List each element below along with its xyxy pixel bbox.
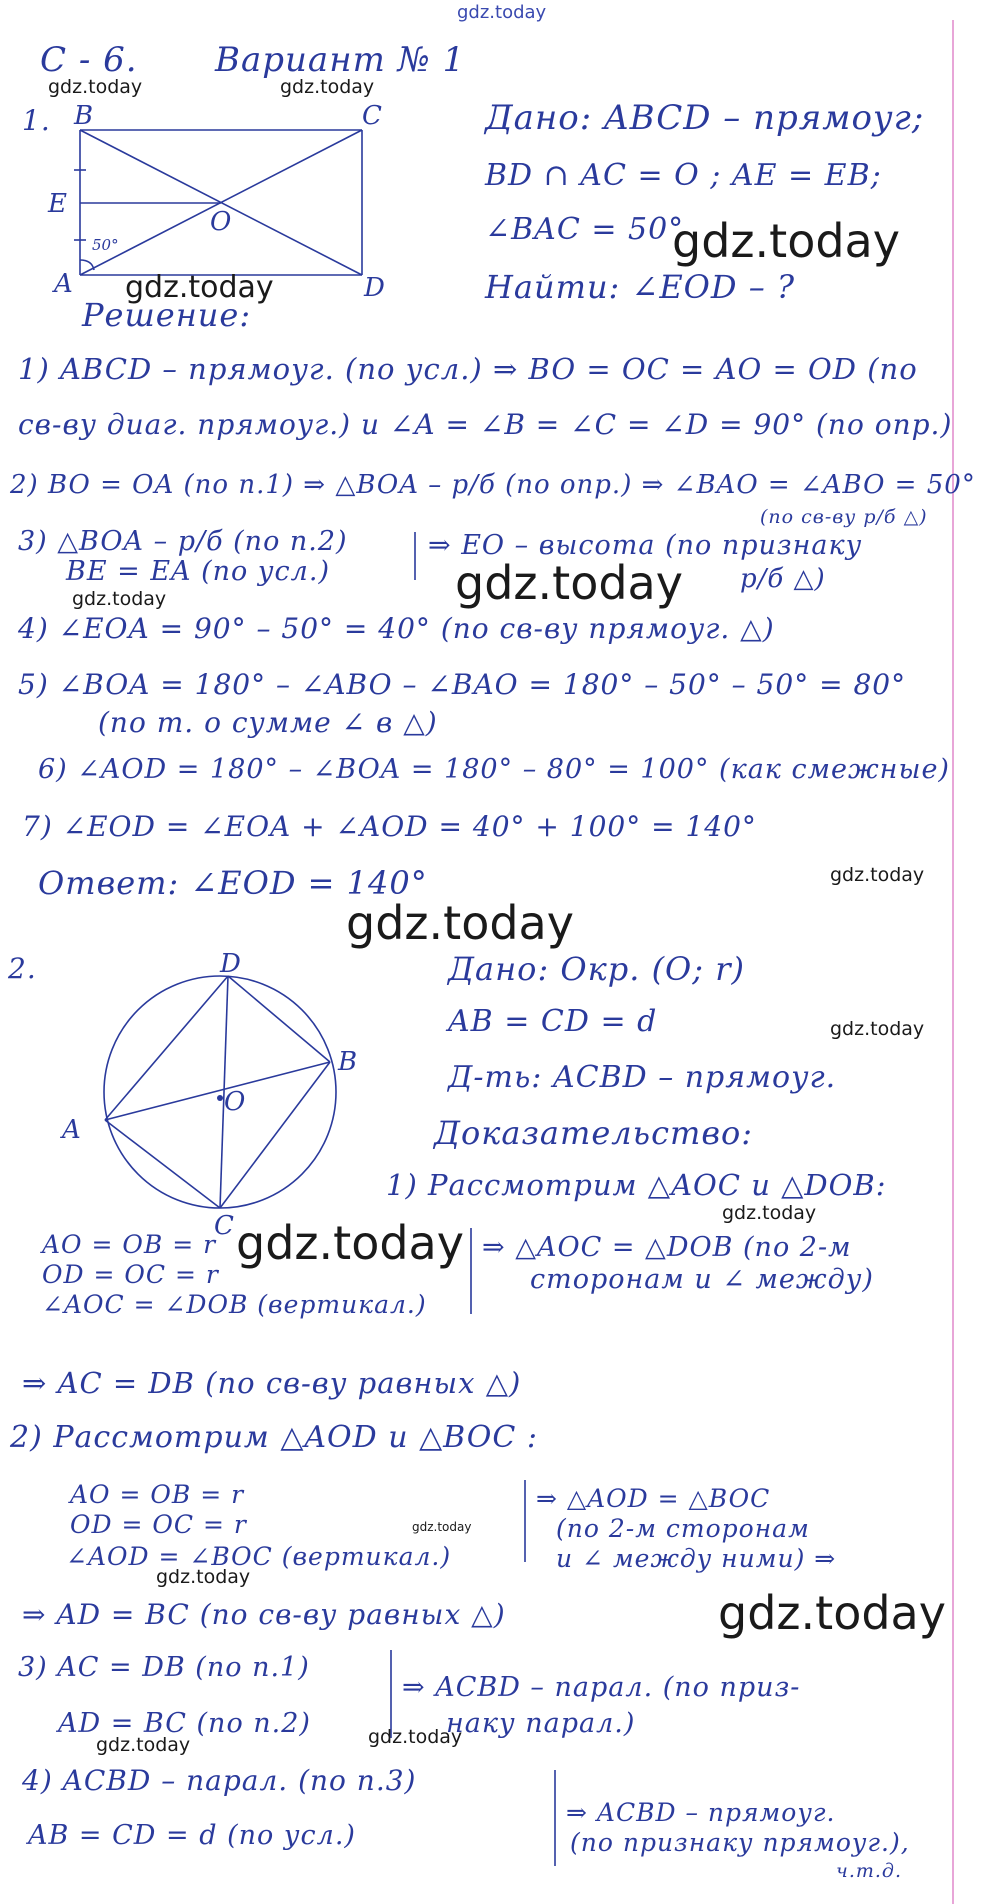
task2-number: 2. [8, 952, 37, 985]
watermark: gdz.today [412, 1520, 472, 1534]
task2-step: и ∠ между ними) ⇒ [556, 1544, 837, 1573]
task1-step: 4) ∠EOA = 90° – 50° = 40° (по св-ву прямоуг. △) [18, 612, 775, 645]
task1-step: BE = EA (по усл.) [66, 556, 330, 587]
task1-step: 7) ∠EOD = ∠EOA + ∠AOD = 40° + 100° = 140° [22, 810, 757, 843]
task1-step: р/б △) [740, 564, 826, 594]
task1-step: 2) BO = OA (по п.1) ⇒ △BOA – р/б (по опр.) ⇒ ∠BAO = ∠ABO = 50° [10, 470, 976, 500]
task2-step: OD = OC = r [42, 1260, 219, 1289]
task2-label-d: D [220, 949, 241, 979]
task2-step: ⇒ AC = DB (по св-ву равных △) [22, 1366, 522, 1400]
task2-step: ∠AOD = ∠BOC (вертикал.) [66, 1542, 452, 1571]
brace-line [552, 1770, 558, 1866]
task2-step: (по признаку прямоуг.), [570, 1828, 910, 1857]
task1-given-3: ∠BAC = 50° [485, 212, 685, 247]
task2-prove: Д-ть: ACBD – прямоуг. [448, 1060, 837, 1095]
task2-step: ⇒ AD = BC (по св-ву равных △) [22, 1598, 506, 1631]
watermark: gdz.today [125, 270, 274, 305]
watermark: gdz.today [722, 1202, 817, 1224]
task2-label-c: C [214, 1211, 234, 1241]
brace-line [522, 1480, 528, 1562]
task1-answer: Ответ: ∠EOD = 140° [38, 864, 428, 902]
task1-label-c: C [362, 101, 382, 131]
task2-step: (по 2-м сторонам [556, 1514, 810, 1543]
task1-label-o: O [210, 207, 232, 237]
task2-label-a: A [62, 1115, 81, 1145]
task1-number: 1. [22, 104, 51, 137]
watermark: gdz.today [346, 896, 574, 950]
task2-step: наку парал.) [446, 1708, 636, 1739]
watermark: gdz.today [236, 1216, 464, 1270]
brace-line [468, 1228, 474, 1314]
task1-step: 5) ∠BOA = 180° – ∠ABO – ∠BAO = 180° – 50° – 50° = 80° [18, 668, 907, 701]
task2-circle-figure [50, 948, 370, 1241]
task2-step: AB = CD = d (по усл.) [28, 1820, 356, 1851]
task1-step: 6) ∠AOD = 180° – ∠BOA = 180° – 80° = 100° (как смежные) [38, 754, 950, 785]
task2-step: OD = OC = r [70, 1510, 247, 1539]
task2-label-o: O [224, 1087, 246, 1117]
task1-step: (по т. о сумме ∠ в △) [98, 706, 438, 739]
margin-line [952, 20, 954, 1904]
task2-step: 4) ACBD – парал. (по п.3) [22, 1764, 417, 1797]
watermark: gdz.today [156, 1566, 251, 1588]
watermark: gdz.today [96, 1734, 191, 1756]
task2-step: ч.т.д. [836, 1860, 902, 1882]
task1-label-a: A [54, 269, 73, 299]
task1-step: (по св-ву р/б △) [760, 506, 928, 528]
task2-step: 3) AC = DB (по п.1) [18, 1652, 310, 1683]
task1-label-d: D [364, 273, 385, 303]
task2-step: AD = BC (по п.2) [58, 1708, 311, 1739]
task1-label-b: B [74, 101, 94, 131]
task2-given-2: AB = CD = d [448, 1004, 658, 1039]
task1-given-1: Дано: ABCD – прямоуг; [485, 98, 925, 138]
task2-label-b: B [338, 1047, 358, 1077]
watermark: gdz.today [830, 864, 925, 886]
task2-given-1: Дано: Окр. (O; r) [448, 950, 746, 988]
task2-step: 1) Рассмотрим △AOC и △DOB: [386, 1168, 887, 1202]
task1-angle-label: 50° [92, 236, 119, 254]
watermark: gdz.today [72, 588, 167, 610]
watermark: gdz.today [830, 1018, 925, 1040]
task2-proof-title: Доказательство: [434, 1114, 754, 1152]
task1-step: ⇒ EO – высота (по признаку [428, 530, 863, 561]
brace-line [412, 532, 418, 580]
task1-given-2: BD ∩ AC = O ; AE = EB; [485, 158, 882, 193]
brace-line [388, 1650, 394, 1738]
task1-find: Найти: ∠EOD – ? [485, 268, 796, 306]
task1-step: св-ву диаг. прямоуг.) и ∠A = ∠B = ∠C = ∠D = 90° (по опр.) [18, 408, 953, 441]
watermark: gdz.today [455, 556, 683, 610]
task1-label-e: E [48, 189, 67, 219]
site-watermark-top: gdz.today [457, 2, 547, 23]
watermark: gdz.today [280, 76, 375, 98]
task1-solution-title: Решение: [82, 296, 252, 334]
task2-step: ⇒ ACBD – прямоуг. [566, 1798, 836, 1827]
task2-step: ⇒ ACBD – парал. (по приз- [402, 1672, 801, 1703]
variant-code: С - 6. [40, 40, 138, 80]
task2-step: 2) Рассмотрим △AOD и △BOC : [10, 1420, 538, 1455]
watermark: gdz.today [672, 214, 900, 268]
task2-step: ⇒ △AOD = △BOC [536, 1484, 771, 1513]
task2-step: сторонам и ∠ между) [530, 1264, 874, 1295]
task1-step: 3) △BOA – р/б (по п.2) [18, 526, 348, 557]
task2-step: AO = OB = r [42, 1230, 217, 1259]
watermark: gdz.today [48, 76, 143, 98]
watermark: gdz.today [718, 1586, 946, 1640]
task2-step: ∠AOC = ∠DOB (вертикал.) [42, 1290, 427, 1319]
task2-step: ⇒ △AOC = △DOB (по 2-м [482, 1232, 852, 1263]
task1-step: 1) ABCD – прямоуг. (по усл.) ⇒ BO = OC = AO = OD (по [18, 352, 918, 386]
watermark: gdz.today [368, 1726, 463, 1748]
variant-title: Вариант № 1 [215, 40, 466, 80]
task2-step: AO = OB = r [70, 1480, 245, 1509]
